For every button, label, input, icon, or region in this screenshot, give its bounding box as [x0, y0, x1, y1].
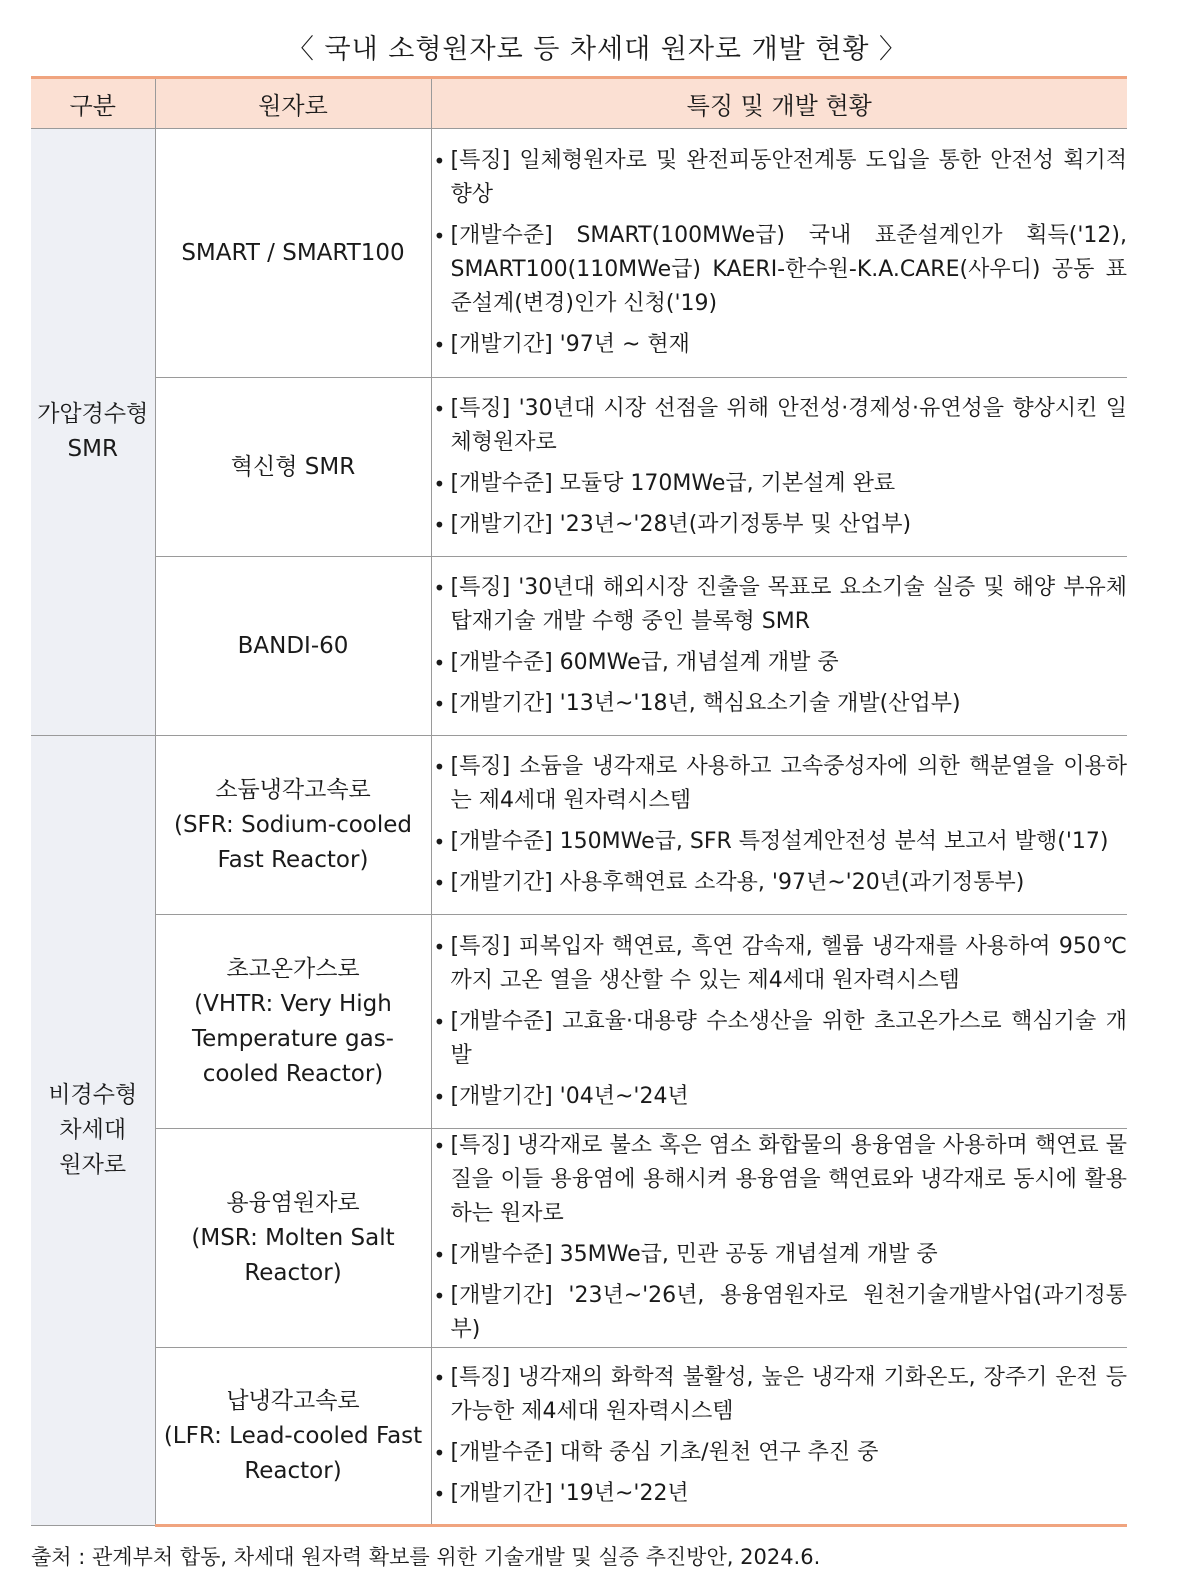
reactor-full-name: (LFR: Lead-cooled Fast Reactor)	[163, 1422, 423, 1484]
description-cell	[431, 736, 1127, 915]
reactor-name: 초고온가스로	[226, 955, 360, 982]
reactor-name: 소듐냉각고속로	[215, 776, 371, 803]
reactor-cell	[155, 557, 431, 736]
category-cell-pwr-smr: 가압경수형 SMR	[31, 129, 155, 736]
dev-level-bullet: • [개발수준] 35MWe급, 민관 공동 개념설계 개발 중	[432, 1238, 1128, 1272]
header-row	[31, 78, 1127, 129]
description-cell	[431, 1129, 1127, 1348]
reactor-name: 용융염원자로	[226, 1189, 360, 1216]
dev-level-bullet: • [개발수준] 150MWe급, SFR 특정설계안전성 분석 보고서 발행('17)	[432, 825, 1128, 859]
dev-period-bullet: • [개발기간] '04년~'24년	[432, 1080, 1128, 1114]
description-cell	[431, 378, 1127, 557]
dev-period-bullet: • [개발기간] '23년~'26년, 용융염원자로 원천기술개발사업(과기정통부)	[432, 1279, 1128, 1347]
source-note: 출처 : 관계부처 합동, 차세대 원자력 확보를 위한 기술개발 및 실증 추진방안, 2024.6.	[31, 1545, 821, 1569]
dev-period-bullet: • [개발기간] 사용후핵연료 소각용, '97년~'20년(과기정통부)	[432, 866, 1128, 900]
feature-bullet: • [특징] 피복입자 핵연료, 흑연 감속재, 헬륨 냉각재를 사용하여 950℃ 까지 고온 열을 생산할 수 있는 제4세대 원자력시스템	[432, 930, 1128, 998]
table-title: 〈 국내 소형원자로 등 차세대 원자로 개발 현황 〉	[286, 34, 908, 65]
reactor-full-name: (SFR: Sodium-cooled Fast Reactor)	[173, 811, 412, 873]
dev-level-bullet: • [개발수준] SMART(100MWe급) 국내 표준설계인가 획득('12), SMART100(110MWe급) KAERI-한수원-K.A.CARE(사우디) 공동 표준설계(변경)인가 신청('19)	[432, 219, 1128, 321]
reactor-name: SMART / SMART100	[181, 239, 405, 266]
header-features: 특징 및 개발 현황	[431, 78, 1127, 129]
description-cell	[431, 1348, 1127, 1526]
feature-bullet: • [특징] 소듐을 냉각재로 사용하고 고속중성자에 의한 핵분열을 이용하는 제4세대 원자력시스템	[432, 750, 1128, 818]
description-cell	[431, 129, 1127, 378]
reactor-status-table	[31, 76, 1127, 1527]
feature-bullet: • [특징] 일체형원자로 및 완전피동안전계통 도입을 통한 안전성 획기적 향상	[432, 144, 1128, 212]
table-row	[31, 129, 1127, 378]
header-category: 구분	[31, 78, 155, 129]
dev-period-bullet: • [개발기간] '13년~'18년, 핵심요소기술 개발(산업부)	[432, 687, 1128, 721]
table-row	[31, 736, 1127, 915]
header-reactor: 원자로	[155, 78, 431, 129]
dev-level-bullet: • [개발수준] 고효율·대용량 수소생산을 위한 초고온가스로 핵심기술 개발	[432, 1005, 1128, 1073]
dev-period-bullet: • [개발기간] '19년~'22년	[432, 1477, 1128, 1511]
dev-level-bullet: • [개발수준] 대학 중심 기초/원천 연구 추진 중	[432, 1436, 1128, 1470]
table-row	[31, 378, 1127, 557]
reactor-cell	[155, 915, 431, 1129]
dev-period-bullet: • [개발기간] '97년 ~ 현재	[432, 328, 1128, 362]
description-cell	[431, 557, 1127, 736]
reactor-cell	[155, 378, 431, 557]
feature-bullet: • [특징] 냉각재로 불소 혹은 염소 화합물의 용융염을 사용하며 핵연료 물질을 이들 용융염에 용해시켜 용융염을 핵연료와 냉각재로 동시에 활용하는 원자로	[432, 1129, 1128, 1231]
reactor-name: 납냉각고속로	[226, 1387, 360, 1414]
table-row	[31, 915, 1127, 1129]
feature-bullet: • [특징] '30년대 해외시장 진출을 목표로 요소기술 실증 및 해양 부유체 탑재기술 개발 수행 중인 블록형 SMR	[432, 571, 1128, 639]
reactor-name: BANDI-60	[237, 632, 349, 659]
reactor-full-name: (MSR: Molten Salt Reactor)	[191, 1224, 395, 1286]
table-row	[31, 1129, 1127, 1348]
category-cell-non-lwr: 비경수형 차세대 원자로	[31, 736, 155, 1526]
reactor-cell	[155, 1129, 431, 1348]
table-row	[31, 557, 1127, 736]
dev-level-bullet: • [개발수준] 모듈당 170MWe급, 기본설계 완료	[432, 467, 1128, 501]
dev-level-bullet: • [개발수준] 60MWe급, 개념설계 개발 중	[432, 646, 1128, 680]
dev-period-bullet: • [개발기간] '23년~'28년(과기정통부 및 산업부)	[432, 508, 1128, 542]
feature-bullet: • [특징] 냉각재의 화학적 불활성, 높은 냉각재 기화온도, 장주기 운전 등 가능한 제4세대 원자력시스템	[432, 1361, 1128, 1429]
reactor-cell	[155, 129, 431, 378]
reactor-name: 혁신형 SMR	[230, 453, 356, 480]
feature-bullet: • [특징] '30년대 시장 선점을 위해 안전성·경제성·유연성을 향상시킨 일체형원자로	[432, 392, 1128, 460]
reactor-cell	[155, 1348, 431, 1526]
reactor-cell	[155, 736, 431, 915]
table-row	[31, 1348, 1127, 1526]
description-cell	[431, 915, 1127, 1129]
reactor-full-name: (VHTR: Very High Temperature gas-cooled Reactor)	[192, 990, 394, 1087]
